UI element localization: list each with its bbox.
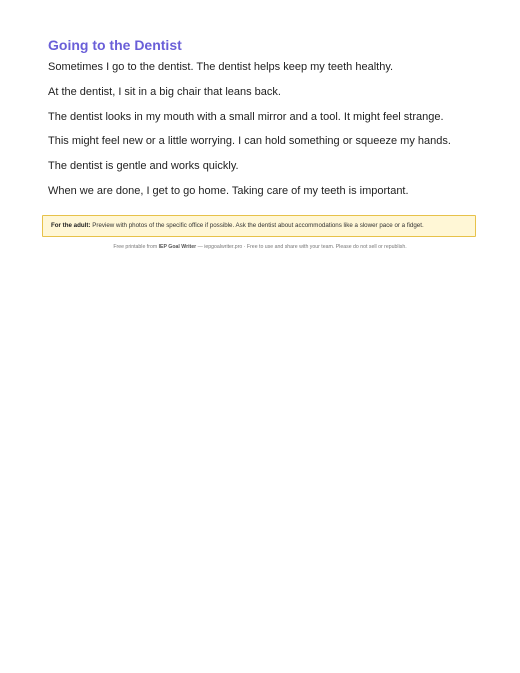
story-paragraph-2: At the dentist, I sit in a big chair that leans back. <box>48 85 281 98</box>
adult-note-text: Preview with photos of the specific office if possible. Ask the dentist about accommodations like a slower pace or a fidget. <box>90 222 424 229</box>
story-paragraph-5: The dentist is gentle and works quickly. <box>48 160 239 173</box>
story-paragraph-1: Sometimes I go to the dentist. The dentist helps keep my teeth healthy. <box>48 61 394 73</box>
footer-brand: IEP Goal Writer <box>158 244 197 250</box>
story-paragraph-6: When we are done, I get to go home. Taking care of my teeth is important. <box>48 184 409 197</box>
story-paragraph-3: The dentist looks in my mouth with a small mirror and a tool. It might feel strange. <box>48 110 444 123</box>
adult-note-box <box>42 215 476 237</box>
story-title: Going to the Dentist <box>48 37 182 53</box>
footer-credit <box>0 243 520 251</box>
social-story <box>48 37 488 210</box>
footer-suffix: — iepgoalwriter.pro · Free to use and share with your team. Please do not sell or republish. <box>196 244 407 250</box>
footer-prefix: Free printable from <box>113 244 159 250</box>
story-paragraph-4: This might feel new or a little worrying. I can hold something or squeeze my hands. <box>48 135 451 148</box>
adult-note-label: For the adult: <box>51 222 91 229</box>
